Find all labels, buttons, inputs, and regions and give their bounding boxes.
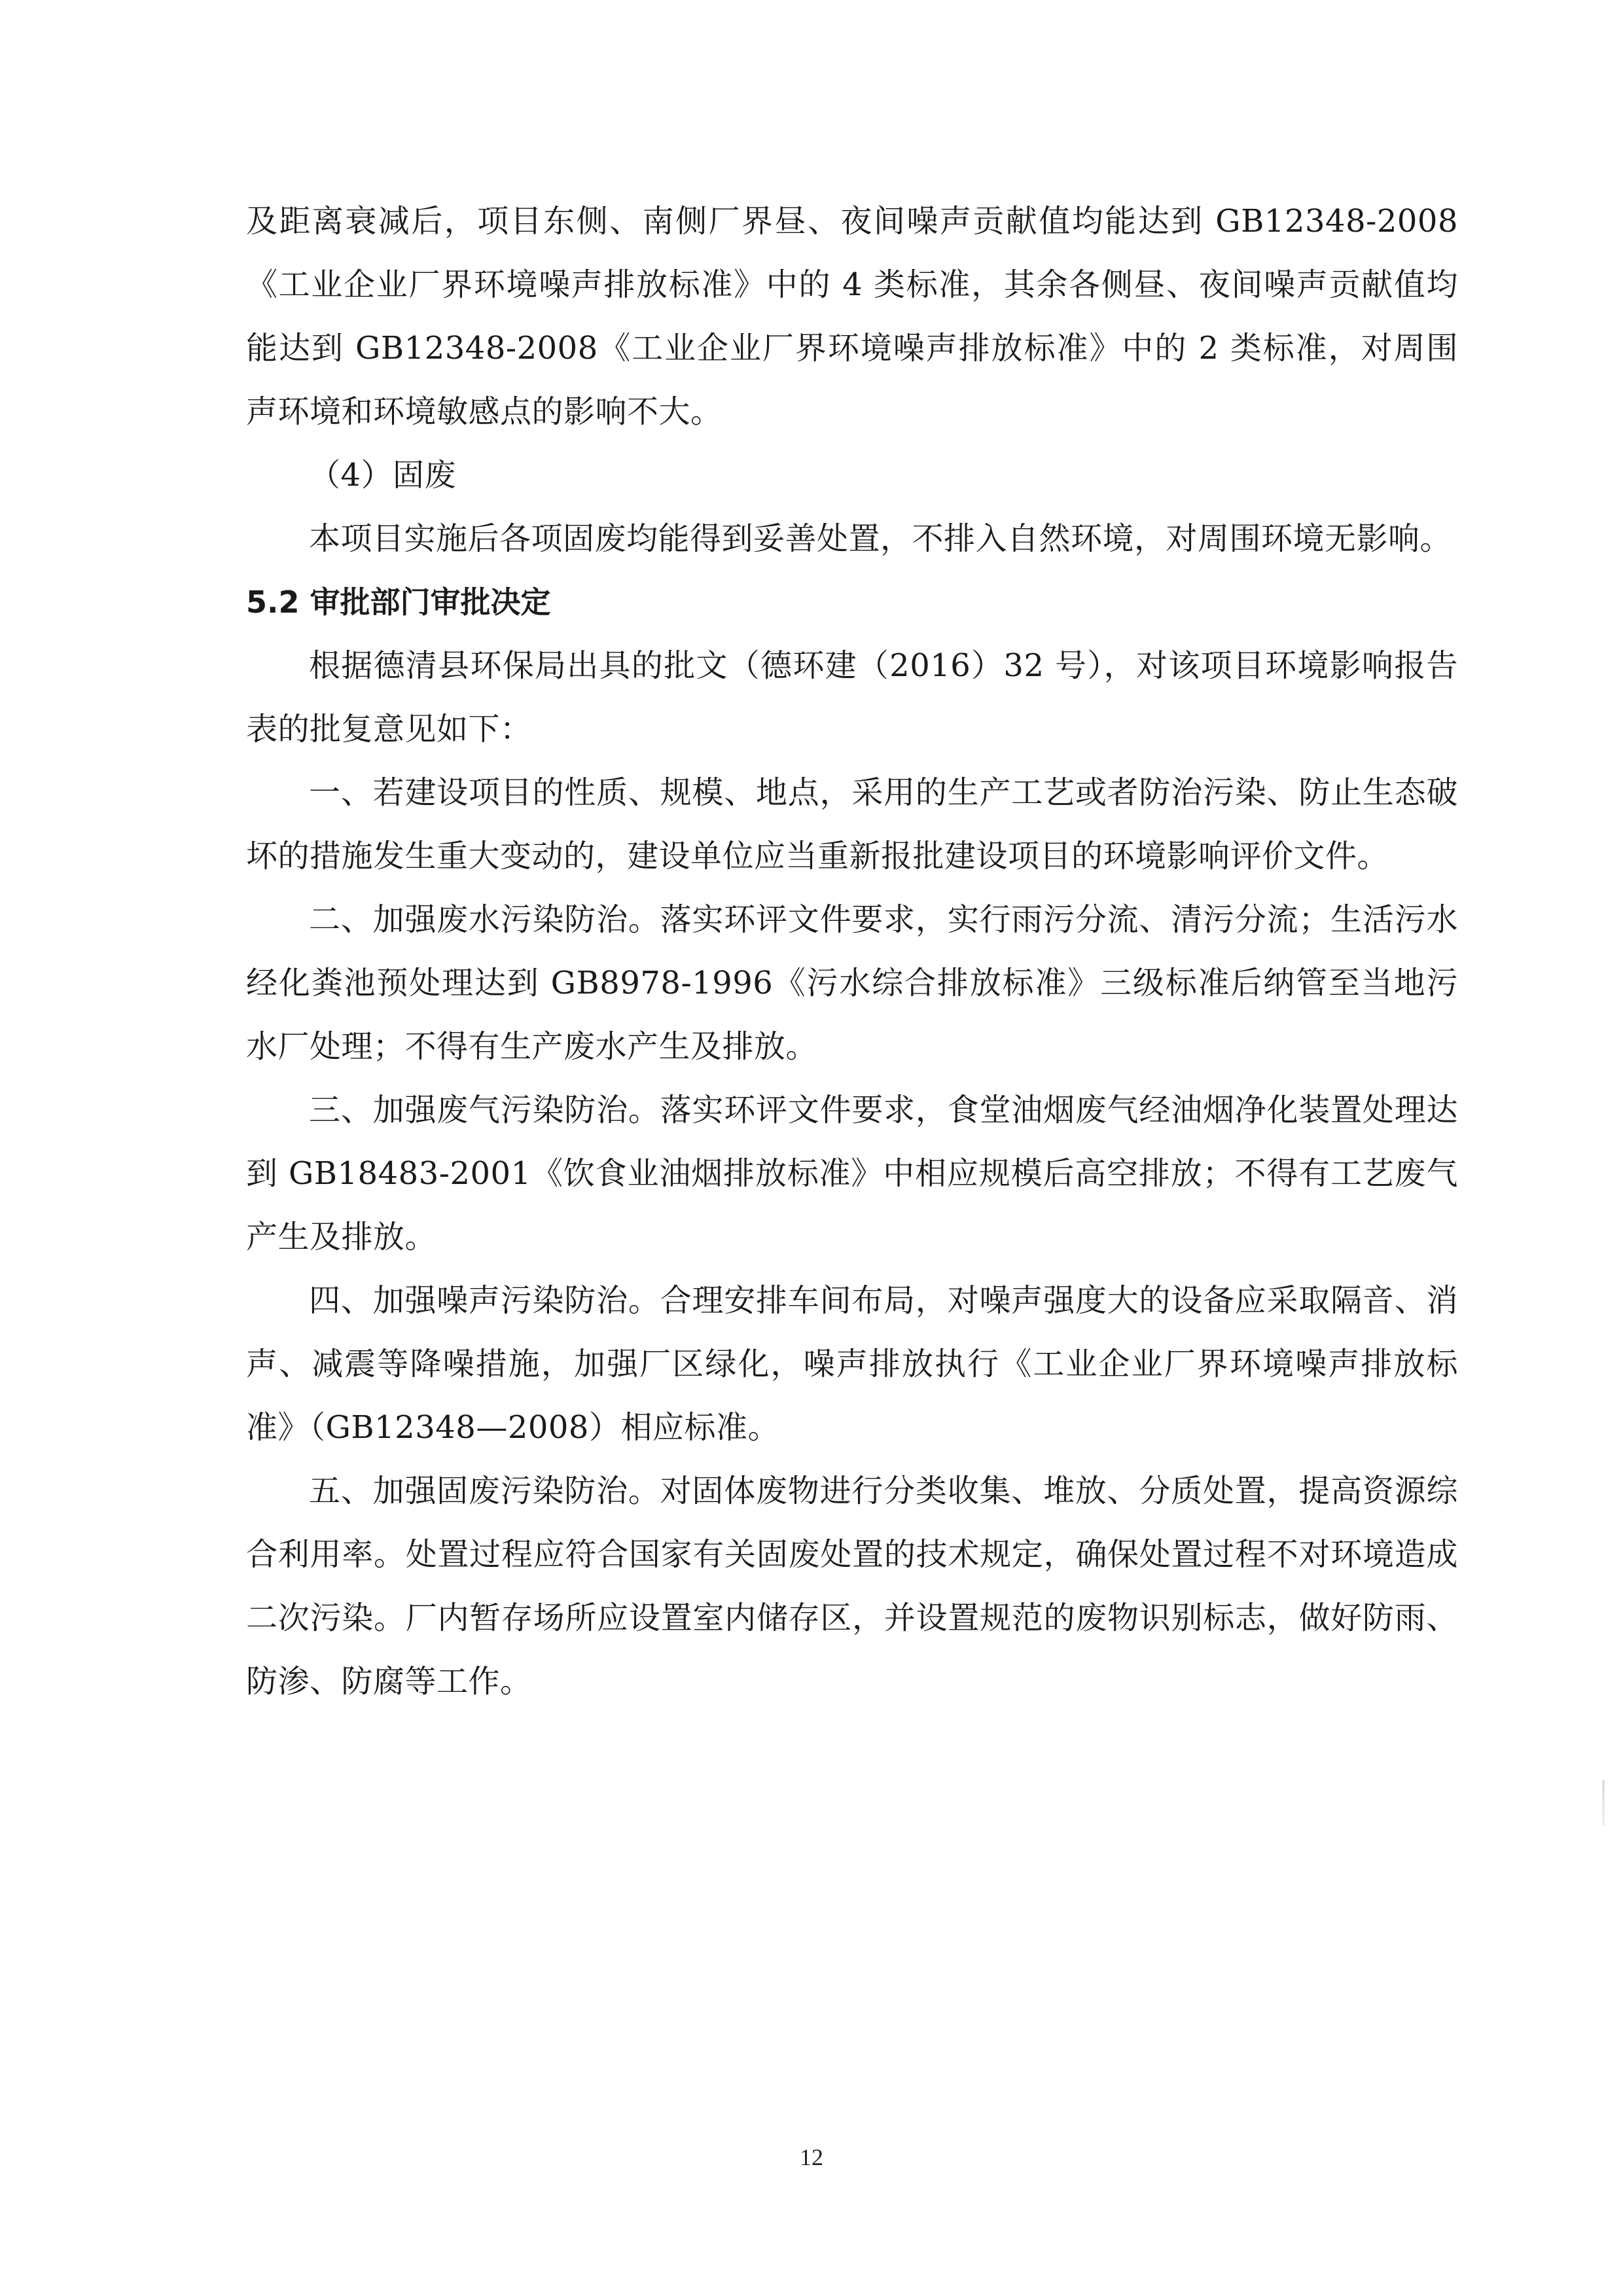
- paragraph-approval-item-4: 四、加强噪声污染防治。合理安排车间布局，对噪声强度大的设备应采取隔音、消声、减震等降噪措施，加强厂区绿化，噪声排放执行《工业企业厂界环境噪声排放标准》（GB12348—2008）相应标准。: [246, 1282, 1458, 1446]
- page-number: 12: [800, 2144, 823, 2170]
- scan-margin-mark: [1602, 1780, 1605, 1826]
- paragraph-solid-waste: 本项目实施后各项固废均能得到妥善处置，不排入自然环境，对周围环境无影响。: [309, 520, 1452, 557]
- paragraph-approval-item-3: 三、加强废气污染防治。落实环评文件要求，食堂油烟废气经油烟净化装置处理达到 GB18483-2001《饮食业油烟排放标准》中相应规模后高空排放；不得有工艺废气产生及排放。: [246, 1092, 1458, 1255]
- paragraph-approval-intro: 根据德清县环保局出具的批文（德环建（2016）32 号），对该项目环境影响报告表的批复意见如下：: [246, 647, 1458, 747]
- paragraph-approval-item-2: 二、加强废水污染防治。落实环评文件要求，实行雨污分流、清污分流；生活污水经化粪池预处理达到 GB8978-1996《污水综合排放标准》三级标准后纳管至当地污水厂处理；不得有生产废水产生及排放。: [246, 901, 1458, 1065]
- subheading-solid-waste: （4）固废: [309, 457, 457, 493]
- section-heading: 5.2 审批部门审批决定: [246, 584, 551, 620]
- document-body: [246, 190, 1458, 1713]
- paragraph-noise-continuation: 及距离衰减后，项目东侧、南侧厂界昼、夜间噪声贡献值均能达到 GB12348-2008《工业企业厂界环境噪声排放标准》中的 4 类标准，其余各侧昼、夜间噪声贡献值均能达到 GB12348-2008《工业企业厂界环境噪声排放标准》中的 2 类标准，对周围声环境和环境敏感点的影响不大。: [246, 203, 1458, 430]
- paragraph-approval-item-5: 五、加强固废污染防治。对固体废物进行分类收集、堆放、分质处置，提高资源综合利用率。处置过程应符合国家有关固废处置的技术规定，确保处置过程不对环境造成二次污染。厂内暂存场所应设置室内储存区，并设置规范的废物识别标志，做好防雨、防渗、防腐等工作。: [246, 1473, 1458, 1700]
- paragraph-approval-item-1: 一、若建设项目的性质、规模、地点，采用的生产工艺或者防治污染、防止生态破坏的措施发生重大变动的，建设单位应当重新报批建设项目的环境影响评价文件。: [246, 774, 1458, 874]
